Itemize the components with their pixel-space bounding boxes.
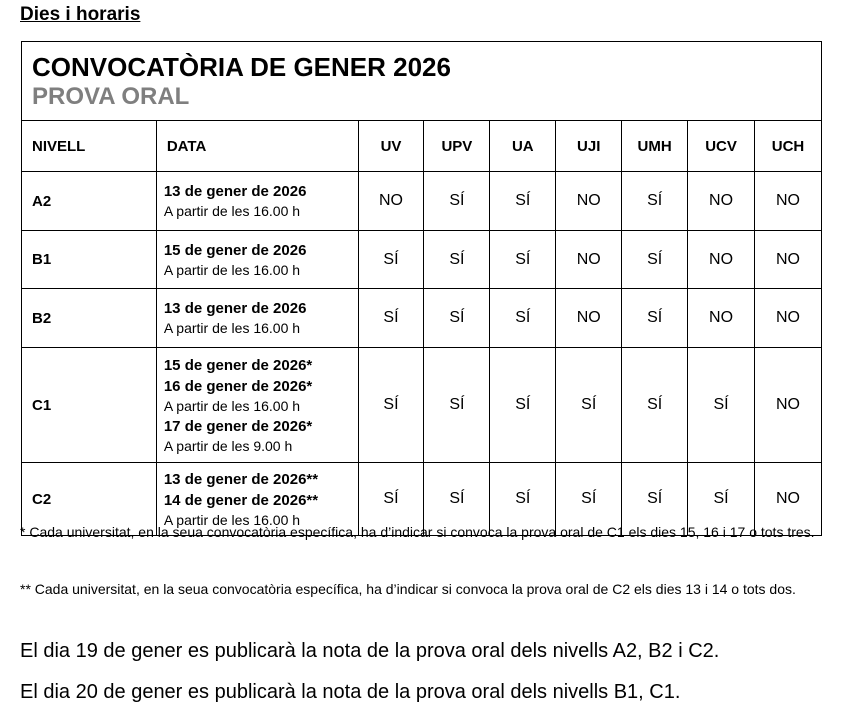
table-row bbox=[22, 289, 822, 348]
availability-cell: SÍ bbox=[490, 289, 556, 348]
section-title: Dies i horaris bbox=[20, 4, 141, 25]
table-row bbox=[22, 348, 822, 463]
exam-date: 13 de gener de 2026 bbox=[163, 183, 307, 200]
exam-date: 14 de gener de 2026** bbox=[163, 491, 319, 509]
level-cell: A2 bbox=[22, 172, 157, 231]
table-row bbox=[22, 172, 822, 231]
availability-cell: NO bbox=[688, 289, 755, 348]
availability-cell: SÍ bbox=[556, 348, 622, 463]
availability-cell: SÍ bbox=[622, 289, 688, 348]
level-cell: C1 bbox=[22, 348, 157, 463]
exam-date: 13 de gener de 2026 bbox=[163, 300, 307, 317]
availability-cell: NO bbox=[688, 172, 755, 231]
availability-cell: NO bbox=[755, 231, 822, 289]
column-header: UA bbox=[490, 121, 556, 172]
availability-cell: SÍ bbox=[490, 172, 556, 231]
start-time: A partir de les 16.00 h bbox=[163, 397, 301, 414]
date-cell bbox=[156, 289, 358, 348]
availability-cell: SÍ bbox=[490, 231, 556, 289]
availability-cell: SÍ bbox=[556, 463, 622, 536]
date-cell bbox=[156, 348, 358, 463]
availability-cell: NO bbox=[755, 463, 822, 536]
schedule-table bbox=[21, 41, 822, 536]
exam-date: 15 de gener de 2026 bbox=[163, 241, 307, 259]
availability-cell: SÍ bbox=[622, 231, 688, 289]
availability-cell: SÍ bbox=[688, 463, 755, 536]
column-header: UMH bbox=[622, 121, 688, 172]
level-cell: C2 bbox=[22, 463, 157, 536]
table-body bbox=[22, 172, 822, 536]
column-header-row bbox=[22, 121, 822, 172]
level-cell: B1 bbox=[22, 231, 157, 289]
level-cell: B2 bbox=[22, 289, 157, 348]
column-header: UJI bbox=[556, 121, 622, 172]
table-row bbox=[22, 231, 822, 289]
availability-cell: NO bbox=[688, 231, 755, 289]
availability-cell: SÍ bbox=[622, 172, 688, 231]
column-header: UCH bbox=[755, 121, 822, 172]
exam-date: 17 de gener de 2026* bbox=[163, 417, 313, 435]
availability-cell: SÍ bbox=[622, 463, 688, 536]
availability-cell: NO bbox=[556, 172, 622, 231]
start-time: A partir de les 16.00 h bbox=[163, 203, 301, 219]
footnote-c1: * Cada universitat, en la seua convocatòria específica, ha d’indicar si convoca la prova oral de C1 els dies 15, 16 i 17 o tots tres. bbox=[20, 524, 815, 540]
column-header: UPV bbox=[424, 121, 490, 172]
announcement-results-19: El dia 19 de gener es publicarà la nota de la prova oral dels nivells A2, B2 i C2. bbox=[20, 640, 720, 662]
start-time: A partir de les 16.00 h bbox=[163, 511, 301, 528]
availability-cell: SÍ bbox=[424, 348, 490, 463]
table-subtitle: PROVA ORAL bbox=[32, 83, 190, 110]
announcement-results-20: El dia 20 de gener es publicarà la nota de la prova oral dels nivells B1, C1. bbox=[20, 681, 681, 703]
availability-cell: SÍ bbox=[424, 289, 490, 348]
exam-date: 15 de gener de 2026* bbox=[163, 356, 313, 374]
availability-cell: NO bbox=[556, 289, 622, 348]
availability-cell: NO bbox=[556, 231, 622, 289]
availability-cell: SÍ bbox=[424, 172, 490, 231]
table-header bbox=[22, 42, 822, 121]
availability-cell: SÍ bbox=[688, 348, 755, 463]
availability-cell: SÍ bbox=[490, 348, 556, 463]
availability-cell: SÍ bbox=[358, 463, 424, 536]
availability-cell: SÍ bbox=[424, 231, 490, 289]
start-time: A partir de les 16.00 h bbox=[163, 261, 301, 278]
availability-cell: SÍ bbox=[358, 348, 424, 463]
availability-cell: NO bbox=[755, 289, 822, 348]
availability-cell: SÍ bbox=[622, 348, 688, 463]
exam-date: 13 de gener de 2026** bbox=[163, 470, 319, 488]
column-header: DATA bbox=[156, 121, 358, 172]
availability-cell: SÍ bbox=[490, 463, 556, 536]
availability-cell: NO bbox=[755, 172, 822, 231]
column-header: UCV bbox=[688, 121, 755, 172]
table-title: CONVOCATÒRIA DE GENER 2026 bbox=[32, 52, 451, 82]
column-header: UV bbox=[358, 121, 424, 172]
date-cell bbox=[156, 231, 358, 289]
availability-cell: SÍ bbox=[358, 289, 424, 348]
availability-cell: NO bbox=[755, 348, 822, 463]
exam-date: 16 de gener de 2026* bbox=[163, 377, 313, 395]
availability-cell: SÍ bbox=[424, 463, 490, 536]
column-header: NIVELL bbox=[22, 121, 157, 172]
start-time: A partir de les 16.00 h bbox=[163, 320, 301, 336]
availability-cell: SÍ bbox=[358, 231, 424, 289]
availability-cell: NO bbox=[358, 172, 424, 231]
date-cell bbox=[156, 172, 358, 231]
footnote-c2: ** Cada universitat, en la seua convocatòria específica, ha d’indicar si convoca la prova oral de C2 els dies 13 i 14 o tots dos. bbox=[20, 581, 796, 597]
start-time: A partir de les 9.00 h bbox=[163, 437, 293, 454]
